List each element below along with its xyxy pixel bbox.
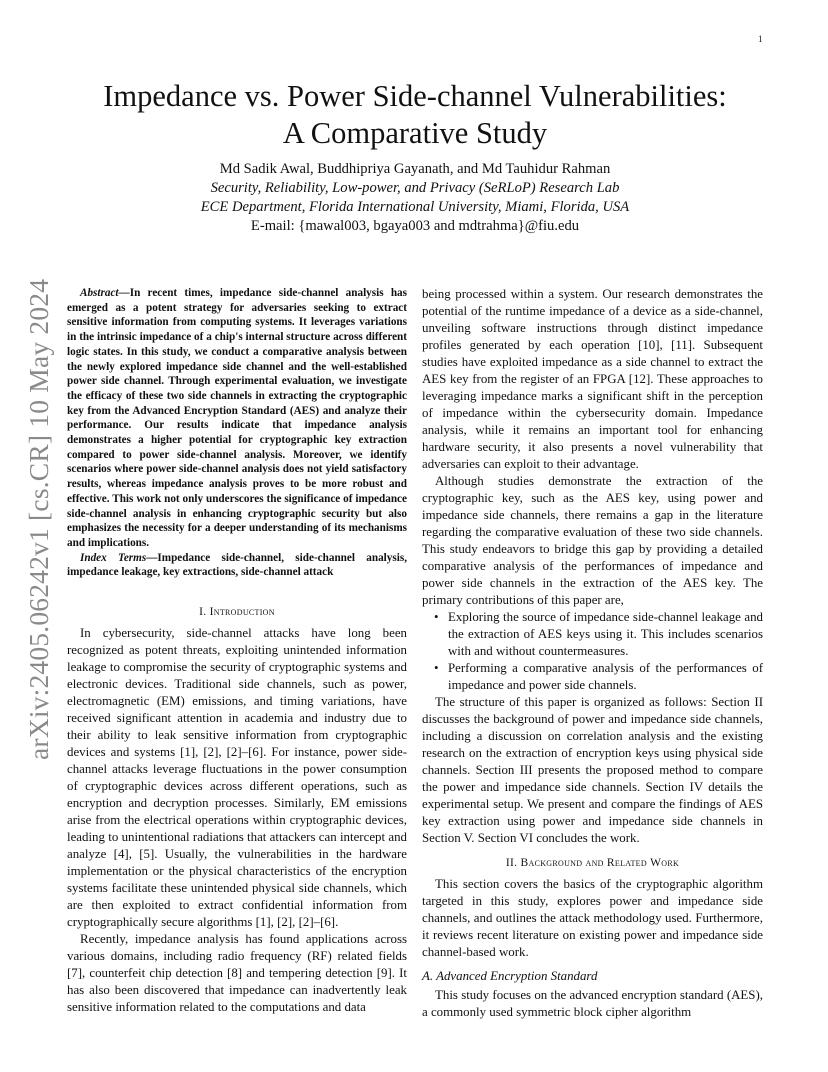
author-names: Md Sadik Awal, Buddhipriya Gayanath, and Md Tauhidur Rahman	[219, 161, 611, 177]
index-terms-text: Impedance side-channel, side-channel analysis, impedance leakage, key extractions, side-channel attack	[67, 551, 407, 579]
page-number: 1	[758, 34, 763, 44]
subsection-heading-aes: A. Advanced Encryption Standard	[422, 969, 598, 983]
intro-paragraph-2-continued: being processed within a system. Our research demonstrates the potential of the runtime impedance of a device as a side-channel, unveiling software instructions through distinct impedance profiles generated by each operation [10], [11]. Subsequent studies have exploited impedance as a side channel to extract the AES key from the register of an FPGA [12]. These approaches to leveraging impedance marks a significant shift in the perception of impedance within the cybersecurity domain. Impedance analysis, while it remains an important tool for enhancing hardware security, it also presents a novel vulnerability that adversaries can exploit to their advantage.	[422, 287, 763, 471]
title-line-1: Impedance vs. Power Side-channel Vulnerabilities:	[103, 79, 727, 113]
right-column	[422, 286, 763, 1021]
bullet-icon: •	[434, 610, 439, 624]
affiliation-lab: Security, Reliability, Low-power, and Privacy (SeRLoP) Research Lab	[210, 180, 620, 196]
aes-paragraph: This study focuses on the advanced encryption standard (AES), a commonly used symmetric block cipher algorithm	[422, 988, 763, 1019]
author-block	[60, 160, 770, 236]
section-heading-introduction: I. Introduction	[199, 606, 275, 619]
paper-structure-paragraph: The structure of this paper is organized as follows: Section II discusses the background of power and impedance side channels, including a discussion on correlation analysis and the existing research on the extraction of encryption keys using physical side channels. Section III presents the proposed method to compare the power and impedance side channels. Section IV details the experimental setup. We present and compare the findings of AES key extraction using power and impedance side channels in Section V. Section VI concludes the work.	[422, 695, 763, 845]
abstract-label: Abstract	[80, 287, 119, 299]
arxiv-identifier-stamp[interactable]: arXiv:2405.06242v1 [cs.CR] 10 May 2024	[23, 278, 54, 760]
list-item: • Performing a comparative analysis of the performances of impedance and power side channels.	[434, 661, 763, 692]
author-email[interactable]: E-mail: {mawal003, bgaya003 and mdtrahma}@fiu.edu	[250, 218, 580, 234]
section-heading-background: II. Background and Related Work	[505, 857, 680, 869]
bullet-icon: •	[434, 661, 439, 675]
affiliation-department: ECE Department, Florida International University, Miami, Florida, USA	[200, 199, 630, 215]
contributions-list	[422, 609, 763, 694]
intro-paragraph-1: In cybersecurity, side-channel attacks have long been recognized as potent threats, exploiting unintended information leakage to compromise the security of cryptographic systems and electronic devices. Traditional side channels, such as power, electromagnetic (EM) emissions, and timing variations, have received significant attention in academia and industry due to their ability to leak sensitive information from cryptographic devices and systems [1], [2], [2]–[6]. For instance, power side-channel attacks leverage fluctuations in the power consumption of cryptographic devices across different operations, such as encryption and decryption processes. Similarly, EM emissions arise from the electrical operations within cryptographic devices, leading to unintentional radiations that attackers can intercept and analyze [4], [5]. Usually, the vulnerabilities in the hardware implementation or the physical characteristics of the encryption systems facilitate these unintended physical side channels, which are then exploited to extract confidential information from cryptographically secure algorithms [1], [2], [2]–[6].	[67, 626, 407, 930]
abstract: Abstract—In recent times, impedance side-channel analysis has emerged as a potent strategy for adversaries seeking to extract sensitive information from computing systems. It leverages variations in the intrinsic impedance of a chip's internal structure across different logic states. In this study, we conduct a comparative analysis between the newly explored impedance side channel and the well-established power side channel. Through experimental evaluation, we investigate the efficacy of these two side channels in extracting the cryptographic key from the Advanced Encryption Standard (AES) and analyze their performance. Our results indicate that impedance analysis demonstrates a higher potential for cryptographic key extraction compared to power side-channel analysis. Moreover, we identify scenarios where power side-channel analysis does not yield satisfactory results, whereas impedance analysis proves to be more robust and effective. This work not only underscores the significance of impedance side-channel analysis in enhancing cryptographic security but also emphasizes the necessity for a deeper understanding of its mechanisms and implications.	[67, 287, 407, 549]
paper-title	[40, 78, 790, 152]
intro-paragraph-3: Although studies demonstrate the extraction of the cryptographic key, such as the AES key, using power and impedance side channels, there remains a gap in the literature regarding the comparative evaluation of these two side channels. This study endeavors to bridge this gap by providing a detailed comparative analysis of the performances of impedance and power side channels in the extraction of the AES key. The primary contributions of this paper are,	[422, 474, 763, 607]
index-terms-label: Index Terms	[80, 551, 147, 564]
title-line-2: A Comparative Study	[282, 116, 548, 150]
background-paragraph: This section covers the basics of the cryptographic algorithm targeted in this study, explores power and impedance side channels, and outlines the attack methodology used. Furthermore, it reviews recent literature on existing power and impedance side channel-based work.	[422, 877, 763, 959]
intro-paragraph-2: Recently, impedance analysis has found applications across various domains, including radio frequency (RF) related fields [7], counterfeit chip detection [8] and tempering detection [9]. It has also been discovered that impedance can inadvertently leak sensitive information related to the computations and data	[67, 932, 407, 1015]
index-terms: Index Terms—Impedance side-channel, side-channel analysis, impedance leakage, key extractions, side-channel attack	[67, 551, 407, 579]
abstract-text: In recent times, impedance side-channel analysis has emerged as a potent strategy for adversaries seeking to extract sensitive information from computing systems. It leverages variations in the intrinsic impedance of a chip's internal structure across different logic states. In this study, we conduct a comparative analysis between the newly explored impedance side channel and the well-established power side channel. Through experimental evaluation, we investigate the efficacy of these two side channels in extracting the cryptographic key from the Advanced Encryption Standard (AES) and analyze their performance. Our results indicate that impedance analysis demonstrates a higher potential for cryptographic key extraction compared to power side-channel analysis. Moreover, we identify scenarios where power side-channel analysis does not yield satisfactory results, whereas impedance analysis proves to be more robust and effective. This work not only underscores the significance of impedance side-channel analysis in enhancing cryptographic security but also emphasizes the necessity for a deeper understanding of its mechanisms and implications.	[67, 287, 407, 549]
list-item: • Exploring the source of impedance side-channel leakage and the extraction of AES keys using it. This includes scenarios with and without countermeasures.	[434, 610, 763, 658]
left-column	[67, 286, 407, 1016]
